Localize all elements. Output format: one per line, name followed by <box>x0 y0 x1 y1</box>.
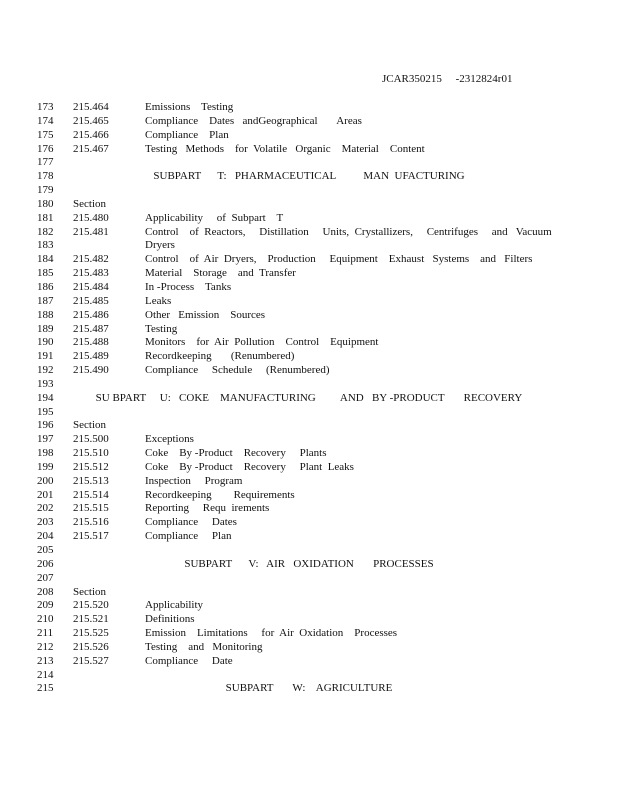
line-number: 195 <box>37 405 54 418</box>
toc-line <box>0 572 618 586</box>
line-number: 203 <box>37 516 54 529</box>
section-title: Compliance Dates <box>145 516 237 529</box>
section-number: 215.489 <box>73 350 109 363</box>
section-title: Coke By -Product Recovery Plants <box>145 447 327 460</box>
toc-line <box>0 475 618 489</box>
section-title: Reporting Requ irements <box>145 502 270 515</box>
toc-line <box>0 586 618 600</box>
section-number: 215.515 <box>73 502 109 515</box>
toc-line <box>0 101 618 115</box>
section-title: Exceptions <box>145 433 194 446</box>
toc-line <box>0 419 618 433</box>
line-number: 202 <box>37 502 54 515</box>
section-number: 215.490 <box>73 364 109 377</box>
toc-line <box>0 392 618 406</box>
section-title: Testing <box>145 322 178 335</box>
toc-line <box>0 226 618 240</box>
line-number: 182 <box>37 225 54 238</box>
line-number: 200 <box>37 474 54 487</box>
toc-line <box>0 156 618 170</box>
toc-line <box>0 669 618 683</box>
line-number: 207 <box>37 571 54 584</box>
line-number: 209 <box>37 599 54 612</box>
section-number: 215.510 <box>73 447 109 460</box>
section-number: 215.514 <box>73 488 109 501</box>
line-number: 178 <box>37 170 54 183</box>
section-number: 215.484 <box>73 280 109 293</box>
toc-line <box>0 198 618 212</box>
toc-line <box>0 655 618 669</box>
section-number: 215.526 <box>73 640 109 653</box>
line-number: 187 <box>37 294 54 307</box>
subpart-heading: SUBPART T: PHARMACEUTICAL MAN UFACTURING <box>153 170 465 183</box>
line-number: 190 <box>37 336 54 349</box>
line-number: 181 <box>37 211 54 224</box>
toc-line <box>0 599 618 613</box>
toc-line <box>0 378 618 392</box>
toc-line <box>0 433 618 447</box>
toc-line <box>0 364 618 378</box>
section-number: 215.520 <box>73 599 109 612</box>
toc-line <box>0 613 618 627</box>
section-title: In -Process Tanks <box>145 280 232 293</box>
section-number: 215.486 <box>73 308 109 321</box>
line-number: 194 <box>37 391 54 404</box>
subpart-heading: SU BPART U: COKE MANUFACTURING AND BY -PRODUCT RECOVERY <box>95 391 523 404</box>
line-number: 211 <box>37 627 54 640</box>
toc-line <box>0 489 618 503</box>
section-title: Applicability of Subpart T <box>145 211 284 224</box>
section-title: Recordkeeping (Renumbered) <box>145 350 295 363</box>
line-number: 174 <box>37 114 54 127</box>
line-number: 192 <box>37 364 54 377</box>
section-title: Emission Limitations for Air Oxidation Processes <box>145 627 398 640</box>
section-number: 215.465 <box>73 114 109 127</box>
line-number: 188 <box>37 308 54 321</box>
toc-line <box>0 447 618 461</box>
toc-line <box>0 239 618 253</box>
toc-line <box>0 281 618 295</box>
line-number: 184 <box>37 253 54 266</box>
section-number: Section <box>73 419 106 432</box>
line-number: 179 <box>37 184 54 197</box>
section-number: 215.527 <box>73 654 109 667</box>
line-number: 185 <box>37 267 54 280</box>
line-number: 193 <box>37 377 54 390</box>
section-title: Testing Methods for Volatile Organic Material Content <box>145 142 425 155</box>
toc-line <box>0 129 618 143</box>
line-number: 215 <box>37 682 54 695</box>
line-number: 197 <box>37 433 54 446</box>
section-title: Compliance Dates andGeographical Areas <box>145 114 362 127</box>
section-title: Dryers <box>145 239 175 252</box>
line-number: 205 <box>37 544 54 556</box>
section-number: 215.488 <box>73 336 109 349</box>
line-number: 176 <box>37 142 54 155</box>
toc-line <box>0 350 618 364</box>
subpart-heading: SUBPART W: AGRICULTURE <box>225 682 393 695</box>
line-number: 206 <box>37 557 54 570</box>
toc-line <box>0 502 618 516</box>
toc-line <box>0 212 618 226</box>
section-number: 215.485 <box>73 294 109 307</box>
line-number: 180 <box>37 197 54 210</box>
table-of-contents <box>0 101 618 696</box>
toc-line <box>0 641 618 655</box>
document-id: JCAR350215 -2312824r01 <box>382 73 513 85</box>
section-number: 215.466 <box>73 128 109 141</box>
line-number: 199 <box>37 460 54 473</box>
section-title: Applicability <box>145 599 204 612</box>
toc-line <box>0 115 618 129</box>
toc-line <box>0 336 618 350</box>
section-number: 215.482 <box>73 253 109 266</box>
toc-line <box>0 184 618 198</box>
line-number: 201 <box>37 488 54 501</box>
line-number: 177 <box>37 156 54 169</box>
toc-line <box>0 461 618 475</box>
section-title: Testing and Monitoring <box>145 640 263 653</box>
section-number: 215.481 <box>73 225 109 238</box>
line-number: 186 <box>37 280 54 293</box>
line-number: 198 <box>37 447 54 460</box>
line-number: 191 <box>37 350 54 363</box>
toc-line <box>0 558 618 572</box>
toc-line <box>0 516 618 530</box>
section-number: 215.480 <box>73 211 109 224</box>
toc-line <box>0 406 618 420</box>
section-title: Monitors for Air Pollution Control Equipment <box>145 336 379 349</box>
section-title: Compliance Date <box>145 654 233 667</box>
line-number: 189 <box>37 322 54 335</box>
section-number: 215.464 <box>73 101 109 113</box>
section-title: Recordkeeping Requirements <box>145 488 295 501</box>
section-number: Section <box>73 585 106 598</box>
line-number: 175 <box>37 128 54 141</box>
line-number: 213 <box>37 654 54 667</box>
toc-line <box>0 253 618 267</box>
section-title: Compliance Schedule (Renumbered) <box>145 364 330 377</box>
section-number: 215.483 <box>73 267 109 280</box>
toc-line <box>0 323 618 337</box>
toc-line <box>0 530 618 544</box>
section-title: Material Storage and Transfer <box>145 267 296 280</box>
toc-line <box>0 267 618 281</box>
section-title: Compliance Plan <box>145 128 229 141</box>
toc-line <box>0 544 618 558</box>
section-number: Section <box>73 197 106 210</box>
section-title: Coke By -Product Recovery Plant Leaks <box>145 460 354 473</box>
line-number: 196 <box>37 419 54 432</box>
section-number: 215.500 <box>73 433 109 446</box>
toc-line <box>0 143 618 157</box>
subpart-heading: SUBPART V: AIR OXIDATION PROCESSES <box>184 557 434 570</box>
section-title: Emissions Testing <box>145 101 234 113</box>
section-title: Compliance Plan <box>145 530 232 543</box>
section-number: 215.521 <box>73 613 109 626</box>
toc-line <box>0 682 618 696</box>
section-number: 215.467 <box>73 142 109 155</box>
section-title: Leaks <box>145 294 172 307</box>
section-title: Definitions <box>145 613 195 626</box>
section-number: 215.516 <box>73 516 109 529</box>
section-number: 215.513 <box>73 474 109 487</box>
toc-line <box>0 309 618 323</box>
section-title: Other Emission Sources <box>145 308 266 321</box>
section-title: Inspection Program <box>145 474 243 487</box>
toc-line <box>0 170 618 184</box>
toc-line <box>0 295 618 309</box>
section-title: Control of Air Dryers, Production Equipment Exhaust Systems and Filters <box>145 253 533 266</box>
toc-line <box>0 627 618 641</box>
line-number: 204 <box>37 530 54 543</box>
section-title: Control of Reactors, Distillation Units, Crystallizers, Centrifuges and Vacuum <box>145 225 552 238</box>
section-number: 215.525 <box>73 627 109 640</box>
section-number: 215.517 <box>73 530 109 543</box>
line-number: 214 <box>37 668 54 681</box>
line-number: 212 <box>37 640 54 653</box>
line-number: 210 <box>37 613 54 626</box>
line-number: 208 <box>37 585 54 598</box>
section-number: 215.512 <box>73 460 109 473</box>
line-number: 173 <box>37 101 54 113</box>
line-number: 183 <box>37 239 54 252</box>
section-number: 215.487 <box>73 322 109 335</box>
